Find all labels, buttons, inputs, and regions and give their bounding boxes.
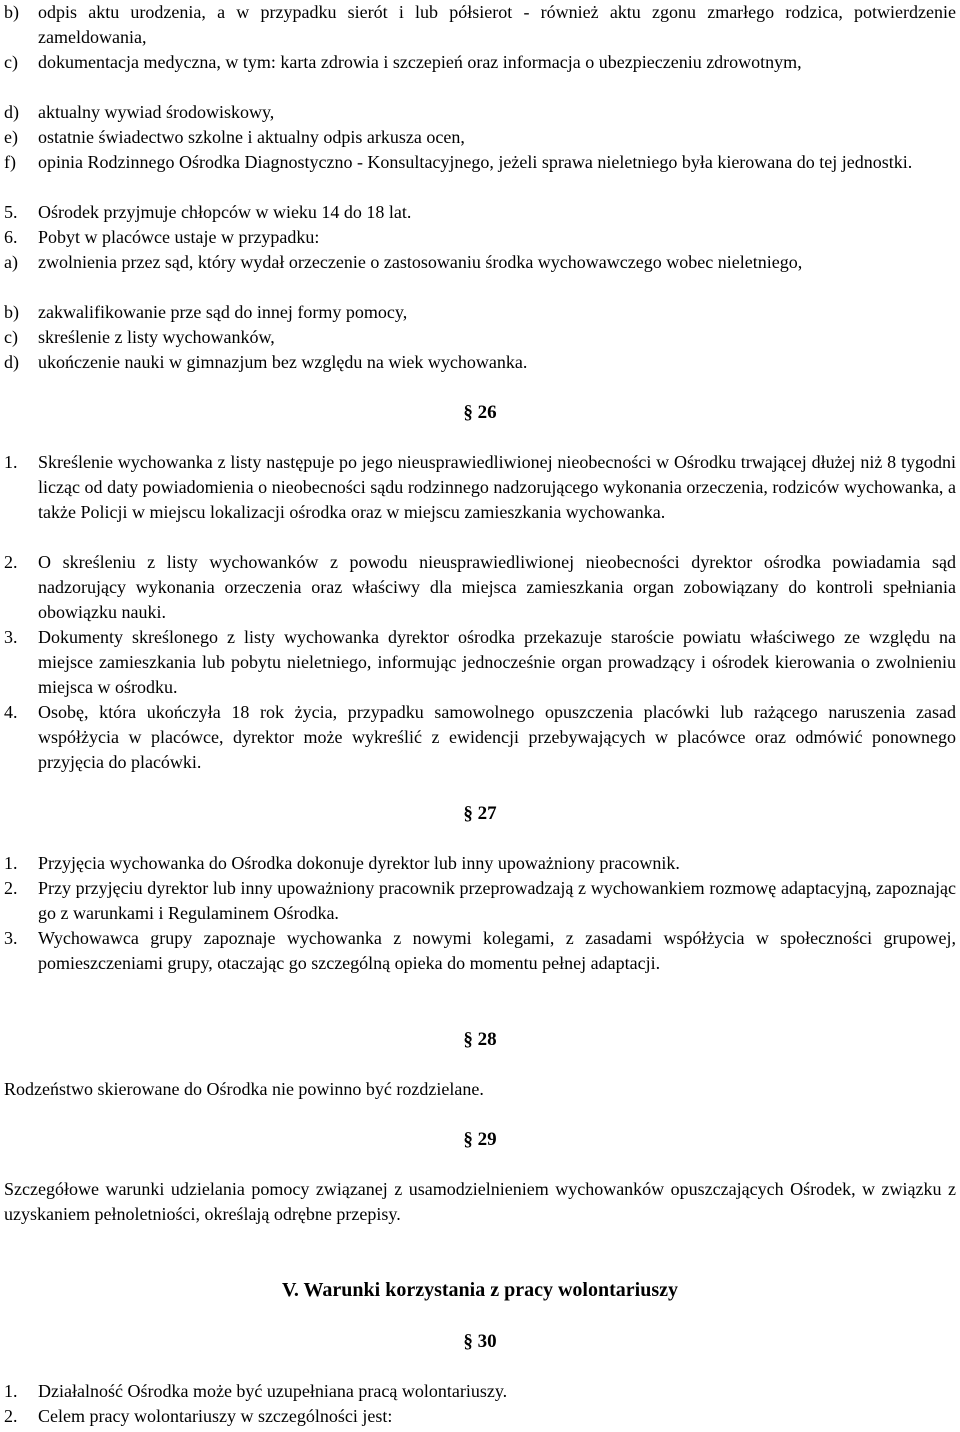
list-item-text: skreślenie z listy wychowanków, bbox=[38, 327, 275, 347]
list-item-text: ukończenie nauki w gimnazjum bez względu na wiek wychowanka. bbox=[38, 352, 528, 372]
point-text: Osobę, która ukończyła 18 rok życia, przypadku samowolnego opuszczenia placówki lub rażącego naruszenia zasad współżycia w placówce, dyrektor może wykreślić z ewidencji przebywających w placówce oraz odmówić ponownego przyjęcia do placówki. bbox=[38, 702, 956, 772]
list-item-text: opinia Rodzinnego Ośrodka Diagnostyczno - Konsultacyjnego, jeżeli sprawa nieletniego była kierowana do tej jednostki. bbox=[38, 152, 913, 172]
list-item-label: f) bbox=[4, 152, 16, 172]
list-item-label: d) bbox=[4, 102, 19, 122]
point-text: Przyjęcia wychowanka do Ośrodka dokonuje dyrektor lub inny upoważniony pracownik. bbox=[38, 853, 680, 873]
point-text: Działalność Ośrodka może być uzupełniana pracą wolontariuszy. bbox=[38, 1381, 508, 1401]
list-item-label: b) bbox=[4, 2, 19, 22]
list-item-label: c) bbox=[4, 327, 18, 347]
point-text: Skreślenie wychowanka z listy następuje po jego nieusprawiedliwionej nieobecności w Ośrodku trwającej dłużej niż 8 tygodni licząc od daty powiadomienia o nieobecności sądu rodzinnego nadzorującego wykonania orzeczenia, rodziców wychowanka, a także Policji w miejscu lokalizacji ośrodka oraz w miejscu zamieszkania wychowanka. bbox=[38, 452, 956, 522]
paragraph: Szczegółowe warunki udzielania pomocy związanej z usamodzielnieniem wychowanków opuszczających Ośrodek, w związku z uzyskaniem pełnoletniości, określają odrębne przepisy. bbox=[4, 1179, 956, 1224]
point-number: 1. bbox=[4, 853, 18, 873]
paragraph: Rodzeństwo skierowane do Ośrodka nie powinno być rozdzielane. bbox=[4, 1079, 484, 1099]
point-number: 2. bbox=[4, 878, 18, 898]
point-number: 3. bbox=[4, 627, 18, 647]
list-item-text: ostatnie świadectwo szkolne i aktualny odpis arkusza ocen, bbox=[38, 127, 465, 147]
point-number: 6. bbox=[4, 227, 18, 247]
point-text: Dokumenty skreślonego z listy wychowanka dyrektor ośrodka przekazuje staroście powiatu właściwego ze względu na miejsce zamieszkania lub pobytu nieletniego, informując jednocześnie organ prowadzący i ośrodek kierowania o zwolnieniu miejsca w ośrodku. bbox=[38, 627, 956, 697]
chapter-heading: V. Warunki korzystania z pracy wolontariuszy bbox=[282, 1279, 678, 1301]
point-text: O skreśleniu z listy wychowanków z powodu nieusprawiedliwionej nieobecności dyrektor ośrodka powiadamia sąd nadzorujący wykonania orzeczenia oraz właściwy dla miejsca zamieszkania organ zobowiązany do kontroli spełniania obowiązku nauki. bbox=[38, 552, 956, 622]
list-item-label: c) bbox=[4, 52, 18, 72]
point-text: Pobyt w placówce ustaje w przypadku: bbox=[38, 227, 320, 247]
list-item-label: a) bbox=[4, 252, 18, 272]
list-item-label: b) bbox=[4, 302, 19, 322]
section-heading: § 29 bbox=[463, 1129, 497, 1150]
section-heading: § 26 bbox=[463, 402, 497, 423]
point-number: 3. bbox=[4, 928, 18, 948]
point-number: 2. bbox=[4, 552, 18, 572]
point-number: 2. bbox=[4, 1406, 18, 1426]
list-item-label: e) bbox=[4, 127, 18, 147]
point-number: 5. bbox=[4, 202, 18, 222]
point-number: 4. bbox=[4, 702, 18, 722]
list-item-text: dokumentacja medyczna, w tym: karta zdrowia i szczepień oraz informacja o ubezpieczeniu zdrowotnym, bbox=[38, 52, 802, 72]
section-heading: § 27 bbox=[463, 803, 497, 824]
list-item-text: zakwalifikowanie prze sąd do innej formy pomocy, bbox=[38, 302, 408, 322]
section-heading: § 28 bbox=[463, 1029, 497, 1050]
list-item-text: aktualny wywiad środowiskowy, bbox=[38, 102, 275, 122]
list-item-text: odpis aktu urodzenia, a w przypadku sierót i lub półsierot - również aktu zgonu zmarłego rodzica, potwierdzenie zameldowania, bbox=[38, 2, 956, 47]
point-number: 1. bbox=[4, 1381, 18, 1401]
point-text: Ośrodek przyjmuje chłopców w wieku 14 do 18 lat. bbox=[38, 202, 412, 222]
point-number: 1. bbox=[4, 452, 18, 472]
point-text: Przy przyjęciu dyrektor lub inny upoważniony pracownik przeprowadzają z wychowankiem rozmowę adaptacyjną, zapoznając go z warunkami i Regulaminem Ośrodka. bbox=[38, 878, 956, 923]
section-heading: § 30 bbox=[463, 1331, 497, 1352]
list-item-label: d) bbox=[4, 352, 19, 372]
point-text: Wychowawca grupy zapoznaje wychowanka z nowymi kolegami, z zasadami współżycia w społeczności grupowej, pomieszczeniami grupy, otaczając go szczególną opieka do momentu pełnej adaptacji. bbox=[38, 928, 956, 973]
point-text: Celem pracy wolontariuszy w szczególności jest: bbox=[38, 1406, 393, 1426]
list-item-text: zwolnienia przez sąd, który wydał orzeczenie o zastosowaniu środka wychowawczego wobec nieletniego, bbox=[38, 252, 803, 272]
